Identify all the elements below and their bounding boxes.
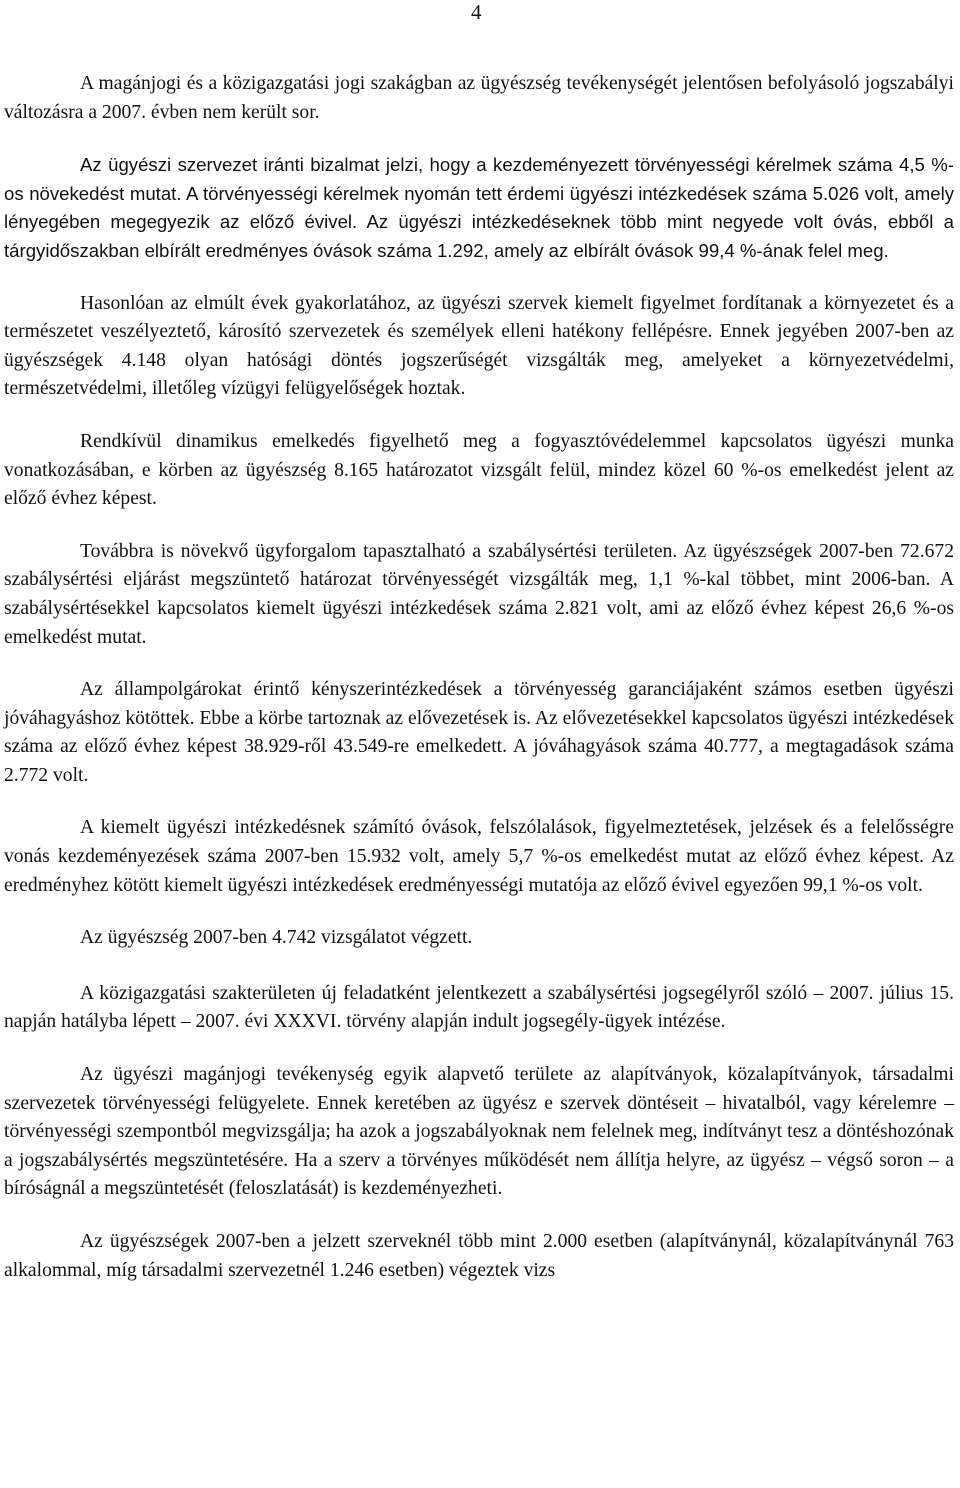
paragraph-foundations-supervision: Az ügyészi magánjogi tevékenység egyik alapvető területe az alapítványok, közalapítványok, társadalmi szervezetek törvényességi felügyelete. Ennek keretében az ügyész e szervek döntéseit – hivatalból, vagy kérelemre – törvényességi szempontból megvizsgálja; ha azok a jogszabályoknak nem felelnek meg, indítványt tesz a döntéshozónak a jogszabálysértés megszüntetésére. Ha a szerv a törvényes működését nem állítja helyre, az ügyész – végső soron – a bíróságnál a megszüntetését (feloszlatását) is kezdeményezheti.	[4, 1064, 954, 1200]
paragraph-legality-requests: Az ügyészi szervezet iránti bizalmat jelzi, hogy a kezdeményezett törvényességi kérelmek száma 4,5 %-os növekedést mutat. A törvényességi kérelmek nyomán tett érdemi ügyészi intézkedések száma 5.026 volt, amely lényegében megegyezik az előző évivel. Az ügyészi intézkedéseknek több mint negyede volt óvás, ebből a tárgyidőszakban elbírált eredményes óvások száma 1.292, amely az elbírált óvások 99,4 %-ának felel meg.	[4, 154, 954, 261]
paragraph-inspections: Az ügyészség 2007-ben 4.742 vizsgálatot végzett.	[80, 927, 473, 949]
paragraph-consumer-protection: Rendkívül dinamikus emelkedés figyelhető meg a fogyasztóvédelemmel kapcsolatos ügyészi munka vonatkozásában, e körben az ügyészség 8.165 határozatot vizsgált felül, mindez közel 60 %-os emelkedést jelent az előző évhez képest.	[4, 430, 954, 510]
paragraph-petty-offences: Továbbra is növekvő ügyforgalom tapasztalható a szabálysértési területen. Az ügyészségek 2007-ben 72.672 szabálysértési eljárást megszüntető határozat törvényességét vizsgálták meg, 1,1 %-kal többet, mint 2006-ban. A szabálysértésekkel kapcsolatos kiemelt ügyészi intézkedések száma 2.821 volt, ami az előző évhez képest 26,6 %-os emelkedést mutat.	[4, 540, 954, 648]
document-body	[4, 70, 954, 1309]
paragraph-private-law-changes: A magánjogi és a közigazgatási jogi szakágban az ügyészség tevékenységét jelentősen befolyásoló jogszabályi változásra a 2007. évben nem került sor.	[4, 73, 954, 123]
paragraph-environmental-protection: Hasonlóan az elmúlt évek gyakorlatához, az ügyészi szervek kiemelt figyelmet fordítanak a környezetet és a természetet veszélyeztető, károsító szervezetek és személyek elleni hatékony fellépésre. Ennek jegyében 2007-ben az ügyészségek 4.148 olyan hatósági döntés jogszerűségét vizsgálták meg, amelyeket a környezetvédelmi, természetvédelmi, illetőleg vízügyi felügyelőségek hoztak.	[4, 292, 954, 400]
paragraph-key-measures: A kiemelt ügyészi intézkedésnek számító óvások, felszólalások, figyelmeztetések, jelzések és a felelősségre vonás kezdeményezések száma 2007-ben 15.932 volt, amely 5,7 %-os emelkedést mutat az előző évhez képest. Az eredményhez kötött kiemelt ügyészi intézkedések eredményességi mutatója az előző évivel egyezően 99,1 %-os volt.	[4, 817, 954, 896]
page-number: 4	[471, 0, 482, 24]
paragraph-coercive-measures: Az állampolgárokat érintő kényszerintézkedések a törvényesség garanciájaként számos esetben ügyészi jóváhagyáshoz kötöttek. Ebbe a körbe tartoznak az elővezetések is. Az elővezetésekkel kapcsolatos ügyészi intézkedések száma az előző évhez képest 38.929-ről 43.549-re emelkedett. A jóváhagyások száma 40.777, a megtagadások száma 2.772 volt.	[4, 679, 954, 786]
paragraph-supervision-count: Az ügyészségek 2007-ben a jelzett szerveknél több mint 2.000 esetben (alapítványnál, közalapítványnál 763 alkalommal, míg társadalmi szervezetnél 1.246 esetben) végeztek vizs	[4, 1231, 954, 1281]
paragraph-legal-aid: A közigazgatási szakterületen új feladatként jelentkezett a szabálysértési jogsegélyről szóló – 2007. július 15. napján hatályba lépett – 2007. évi XXXVI. törvény alapján indult jogsegély-ügyek intézése.	[4, 982, 954, 1033]
